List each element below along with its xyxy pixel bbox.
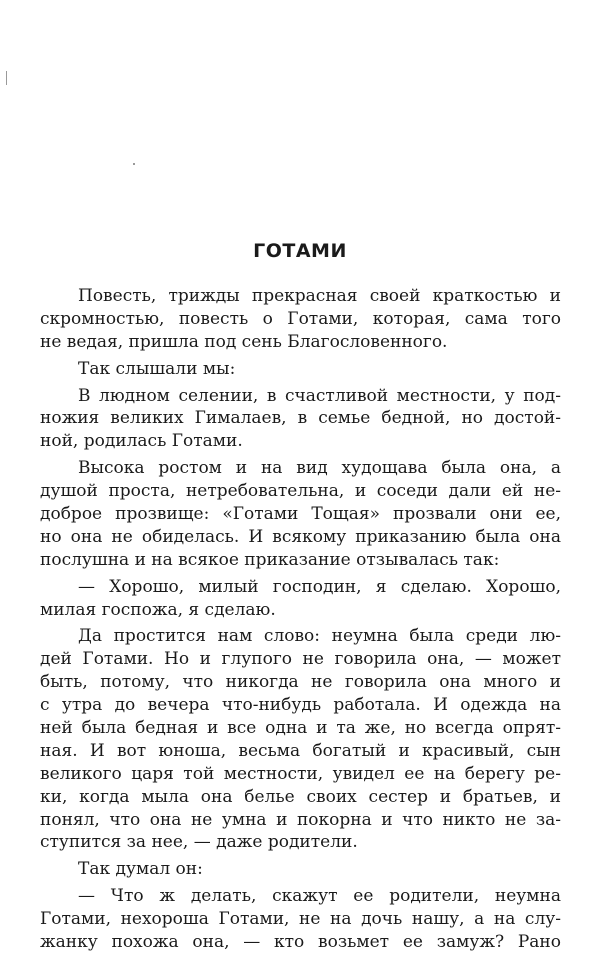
text-line: послушна и на всякое приказание отзывалась так: xyxy=(40,549,500,570)
paragraph xyxy=(40,858,561,881)
text-line: дей Готами. Но и глупого не говорила она, — может xyxy=(40,649,561,670)
paragraph xyxy=(40,358,561,381)
text-line: ной, родилась Готами. xyxy=(40,431,243,452)
text-line: — Что ж делать, скажут ее родители, неумна xyxy=(78,886,561,907)
text-line: ножия великих Гималаев, в семье бедной, но достой- xyxy=(40,408,561,429)
text-line: доброе прозвище: «Готами Тощая» прозвали они ее, xyxy=(40,504,561,525)
paragraph xyxy=(40,457,561,571)
text-line: не ведая, пришла под сень Благословенного. xyxy=(40,331,448,352)
text-line: скромностью, повесть о Готами, которая, сама того xyxy=(40,308,561,329)
paragraph xyxy=(40,625,561,854)
text-line: В людном селении, в счастливой местности, у под- xyxy=(78,385,561,406)
scan-speck-left xyxy=(6,71,7,85)
paragraph xyxy=(40,885,561,954)
text-line: Повесть, трижды прекрасная своей краткостью и xyxy=(78,286,561,306)
text-line: с утра до вечера что-нибудь работала. И одежда на xyxy=(40,695,561,716)
text-line: милая госпожа, я сделаю. xyxy=(40,599,276,620)
text-line: — Хорошо, милый господин, я сделаю. Хорошо, xyxy=(78,576,561,597)
text-line: великого царя той местности, увидел ее на берегу ре- xyxy=(40,763,561,784)
text-line: Высока ростом и на вид худощава была она, а xyxy=(78,458,561,479)
text-line: жанку похожа она, — кто возьмет ее замуж? Рано xyxy=(40,932,561,953)
text-line: но она не обиделась. И всякому приказанию была она xyxy=(40,526,561,547)
text-line: Готами, нехороша Готами, не на дочь нашу, а на слу- xyxy=(40,909,561,930)
scan-speck-dot xyxy=(133,163,135,165)
text-line: понял, что она не умна и покорна и что никто не за- xyxy=(40,809,561,830)
text-line: Так слышали мы: xyxy=(78,358,236,379)
text-line: душой проста, нетребовательна, и соседи дали ей не- xyxy=(40,481,561,502)
text-line: Да простится нам слово: неумна была среди лю- xyxy=(78,626,561,647)
paragraph xyxy=(40,385,561,454)
paragraph xyxy=(40,285,561,354)
body-text xyxy=(40,285,561,954)
text-line: ки, когда мыла она белье своих сестер и братьев, и xyxy=(40,786,561,807)
chapter-title: ГОТАМИ xyxy=(253,240,347,262)
text-line: Так думал он: xyxy=(78,859,203,880)
text-line: ней была бедная и все одна и та же, но всегда опрят- xyxy=(40,718,561,739)
text-line: ступится за нее, — даже родители. xyxy=(40,832,358,853)
paragraph xyxy=(40,576,561,622)
text-line: быть, потому, что никогда не говорила она много и xyxy=(40,672,561,693)
text-line: ная. И вот юноша, весьма богатый и красивый, сын xyxy=(40,740,561,761)
